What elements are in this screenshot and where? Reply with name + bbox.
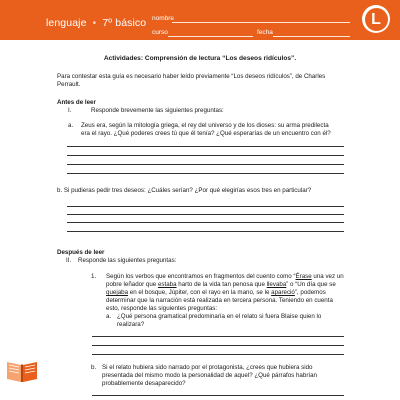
book-icon [5,356,39,384]
grade-label: 7º básico [102,17,147,29]
question-1b-line-2: presentada del mismo modo la personalidad de aquel? ¿Qué párrafos habrían [102,372,317,379]
question-1-line-5: esto, responde las siguientes preguntas: [106,305,218,312]
question-1b-line-1: Si el relato hubiera sido narrado por el protagonista, ¿crees que hubiera sido [102,364,313,371]
question-a-label: a. [68,122,74,129]
answer-line[interactable] [92,395,344,396]
antes-heading: Antes de leer [57,99,96,106]
answer-line[interactable] [67,214,344,215]
answer-line[interactable] [67,164,344,165]
question-1-line-2: pobre leñador que estaba harto de la vida tan penosa que llevaba” o “Un día que se [106,281,336,288]
question-1a-line-1: ¿Qué persona gramatical predominaría en el relato si fuera Blaise quien lo [117,313,322,320]
answer-line[interactable] [92,354,344,355]
despues-heading: Después de leer [57,249,105,256]
question-1-line-3: quejaba en el bosque, Júpiter, con el rayo en la mano, se le apareció”, podemos [106,289,326,296]
antes-numeral: I. [68,107,72,114]
document-title: Actividades: Comprensión de lectura “Los deseos ridículos”. [103,55,297,62]
header-band [0,0,400,40]
despues-numeral: II. [66,257,72,264]
question-1a-label: a. [106,313,112,320]
curso-label: curso [152,29,168,36]
nombre-line[interactable] [172,22,350,23]
answer-line[interactable] [67,146,344,147]
answer-line[interactable] [67,222,344,223]
question-b: b. Si pudieras pedir tres deseos: ¿Cuáles serían? ¿Por qué elegirías esos tres en particular? [57,187,312,194]
answer-line[interactable] [92,336,344,337]
lenguaje-logo [362,5,390,33]
subject-name: lenguaje [46,17,87,29]
subject-label [46,17,146,29]
fecha-label: fecha [257,29,273,36]
answer-line[interactable] [67,206,344,207]
curso-line[interactable] [168,36,253,37]
antes-instruction: Responde brevemente las siguientes preguntas: [91,107,224,114]
fecha-line[interactable] [273,36,350,37]
subject-separator: • [92,17,97,29]
question-1a-line-2: realizara? [117,321,145,328]
question-a-line-1: Zeus era, según la mitología griega, el rey del universo y de los dioses: su arma predilecta [81,122,329,129]
answer-line[interactable] [67,231,344,232]
question-1-line-1: Según los verbos que encontramos en fragmentos del cuento como “Érase una vez un [106,273,344,280]
answer-line[interactable] [67,173,344,174]
nombre-label: nombre [152,15,175,22]
answer-line[interactable] [92,345,344,346]
question-1b-label: b. [91,364,97,371]
intro-line-1: Para contestar esta guía es necesario haber leído previamente “Los deseos ridículos”, de Charles [57,73,326,80]
question-1-number: 1. [91,273,97,280]
logo-letter: L [365,8,388,31]
despues-instruction: Responde las siguientes preguntas: [78,257,177,264]
question-1b-line-3: probablemente desaparecido? [102,380,186,387]
answer-line[interactable] [67,155,344,156]
question-1-line-4: determinar que la narración está realizada en tercera persona. Teniendo en cuenta [106,297,333,304]
question-a-line-2: era el rayo. ¿Qué poderes crees tú que él tenía? ¿Qué esperarías de un encuentro con él? [81,130,331,137]
intro-line-2: Perrault. [57,81,81,88]
